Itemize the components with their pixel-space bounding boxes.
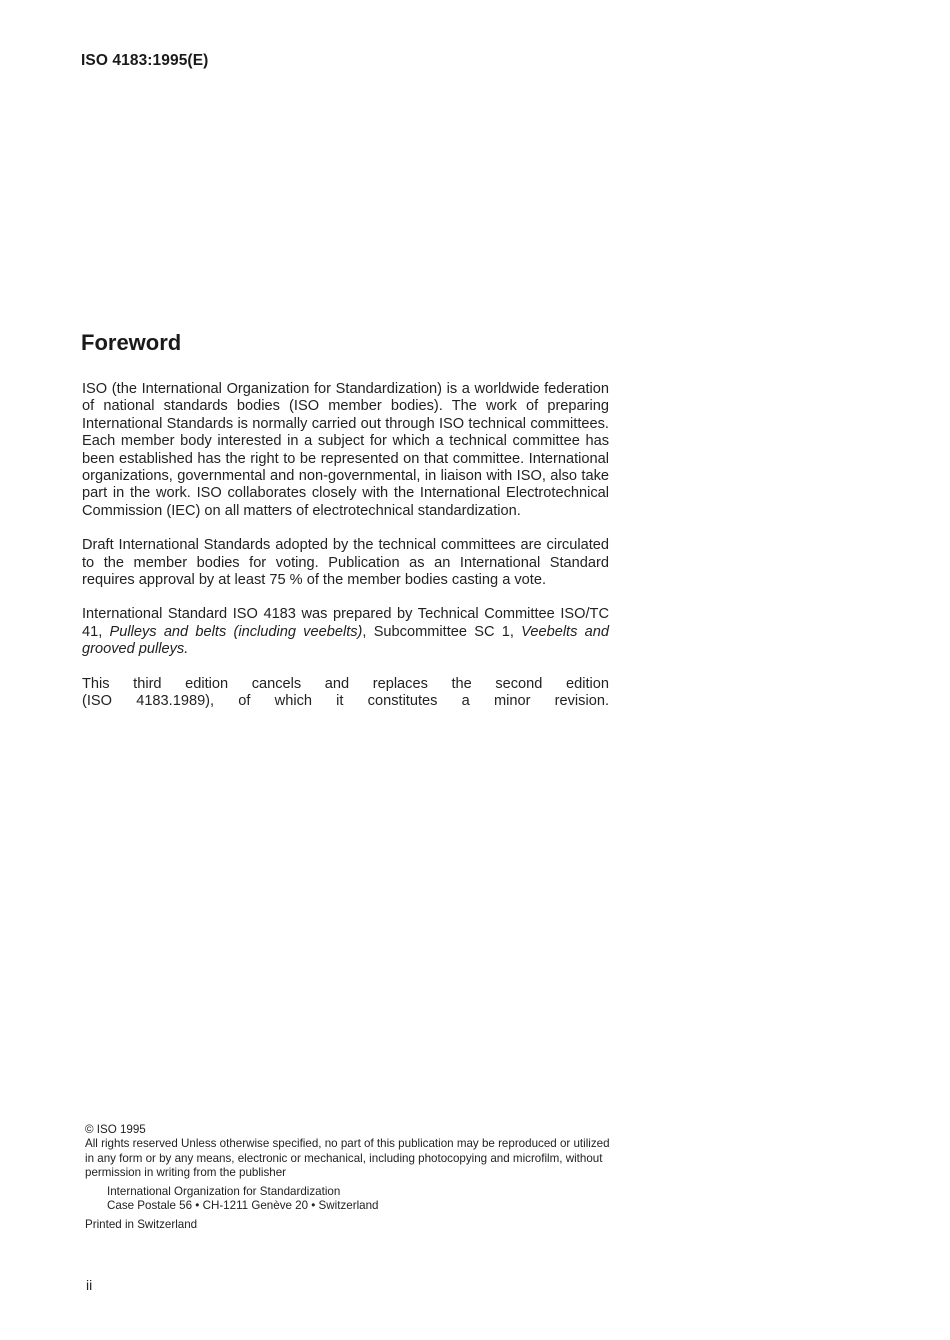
- copyright-mark: © ISO 1995: [85, 1123, 146, 1136]
- foreword-paragraph-4: [82, 676, 609, 711]
- foreword-paragraph-3: [82, 606, 609, 658]
- subcommittee-title: Veebelts and grooved pulleys.: [82, 623, 609, 658]
- copyright-notice: All rights reserved Unless otherwise specified, no part of this publication may be reproduced or utilized in any form or by any means, electronic or mechanical, including photocopying and microfilm, without permission in writing from the publisher: [85, 1137, 610, 1180]
- publisher-name: International Organization for Standardization: [107, 1184, 341, 1198]
- paragraph-3-text-b: , Subcommittee SC 1,: [362, 623, 522, 640]
- foreword-body: [82, 381, 609, 711]
- foreword-paragraph-2: Draft International Standards adopted by the technical committees are circulated to the member bodies for voting. Publication as an International Standard requires approval by at least 75 % of the member bodies casting a vote.: [82, 537, 609, 589]
- paragraph-4-line-2: (ISO 4183.1989), of which it constitutes a minor revision.: [82, 693, 609, 710]
- postal-address: Case Postale 56 • CH-1211 Genève 20 • Switzerland: [107, 1199, 379, 1213]
- paragraph-3-text-a: International Standard ISO 4183 was prepared by Technical Committee ISO/TC 41,: [82, 606, 609, 640]
- committee-title: Pulleys and belts (including veebelts): [109, 623, 363, 640]
- printed-in: Printed in Switzerland: [85, 1218, 198, 1232]
- foreword-paragraph-1: ISO (the International Organization for Standardization) is a worldwide federation of national standards bodies (ISO member bodies). The work of preparing International Standards is normally carried out through ISO technical committees. Each member body interested in a subject for which a technical committee has been established has the right to be represented on that committee. International organizations, governmental and non-governmental, in liaison with ISO, also take part in the work. ISO collaborates closely with the International Electrotechnical Commission (IEC) on all matters of electrotechnical standardization.: [82, 381, 609, 519]
- paragraph-4-line-1: This third edition cancels and replaces the second edition: [82, 675, 609, 692]
- copyright-block: [85, 1123, 620, 1233]
- publisher-address: [85, 1185, 620, 1214]
- foreword-heading: Foreword: [81, 330, 182, 355]
- page-number: ii: [86, 1277, 93, 1293]
- document-identifier: ISO 4183:1995(E): [81, 52, 209, 69]
